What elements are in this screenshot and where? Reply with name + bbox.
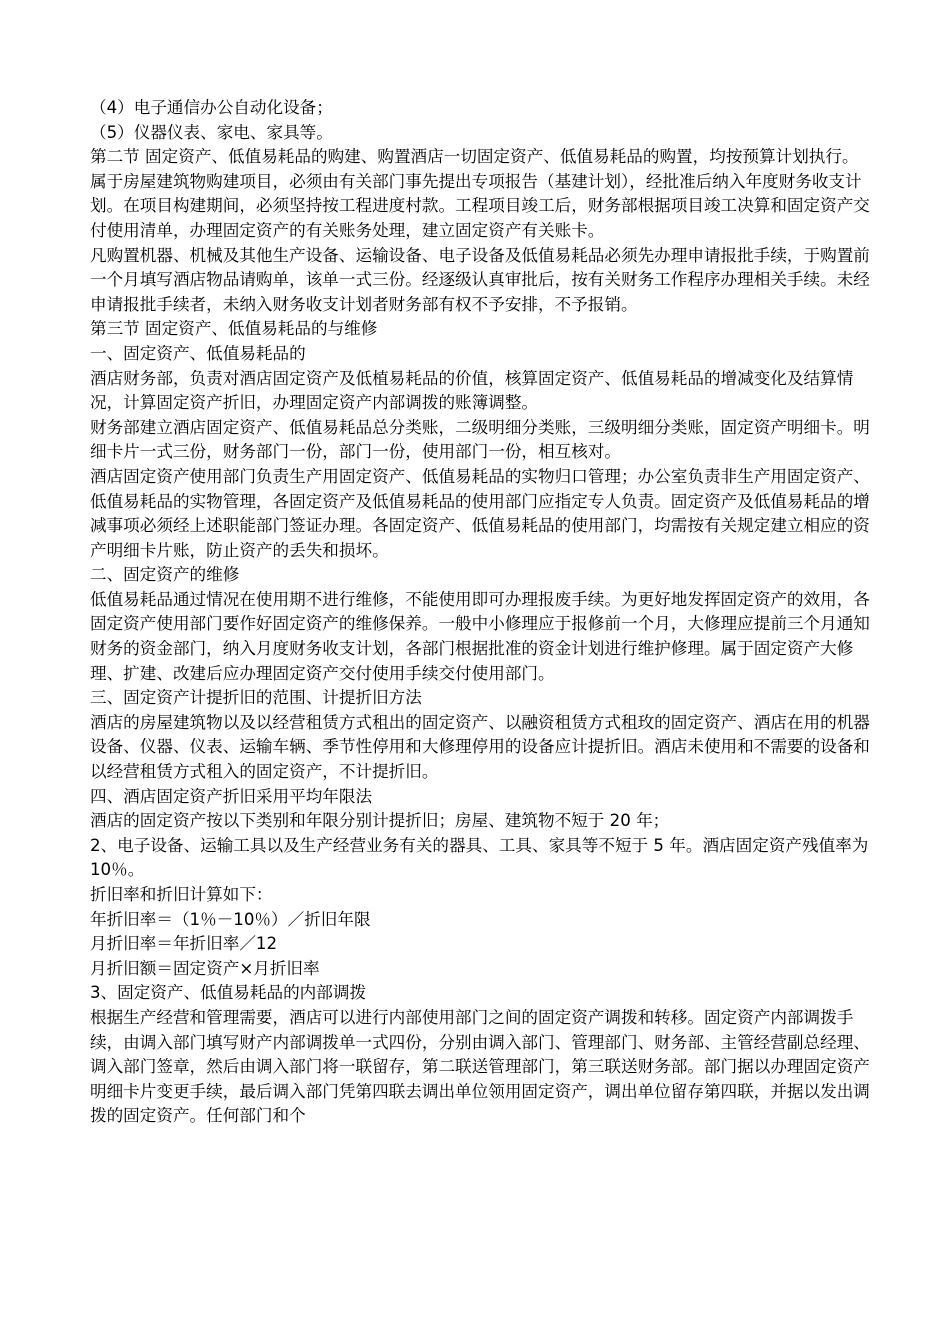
paragraph-internal-transfer: 根据生产经营和管理需要，酒店可以进行内部使用部门之间的固定资产调拨和转移。固定资产内部调拨手续，由调入部门填写财产内部调拨单一式四份，分别由调入部门、管理部门、财务部、主管经营副总经理、调入部门签章，然后由调入部门将一联留存，第二联送管理部门，第三联送财务部。部门据以办理固定资产明细卡片变更手续，最后调入部门凭第四联去调出单位领用固定资产，调出单位留存第四联，并据以发出调拨的固定资产。任何部门和个 bbox=[90, 1007, 870, 1126]
formula-intro: 折旧率和折旧计算如下： bbox=[90, 885, 273, 904]
paragraph-equipment-years: 2、电子设备、运输工具以及生产经营业务有关的器具、工具、家具等不短于 5 年。酒店固定资产残值率为 10％。 bbox=[90, 835, 869, 880]
subheading-3: 三、固定资产计提折旧的范围、计提折旧方法 bbox=[90, 688, 422, 708]
section-heading-3: 第三节 固定资产、低值易耗品的与维修 bbox=[90, 319, 378, 339]
paragraph-purchase-approval: 凡购置机器、机械及其他生产设备、运输设备、电子设备及低值易耗品必须先办理申请报批手续，于购置前一个月填写酒店物品请购单，该单一式三份。经逐级认真审批后，按有关财务工作程序办理相关手续。未经申请报批手续者，未纳入财务收支计划者财务部有权不予安排，不予报销。 bbox=[90, 245, 870, 314]
subheading-1: 一、固定资产、低值易耗品的 bbox=[90, 343, 306, 363]
subheading-4: 四、酒店固定资产折旧采用平均年限法 bbox=[90, 786, 373, 806]
paragraph-building-projects: 属于房屋建筑物购建项目，必须由有关部门事先提出专项报告（基建计划），经批准后纳入年度财务收支计划。在项目构建期间，必须坚持按工程进度村款。工程项目竣工后，财务部根据项目竣工决算和固定资产交付使用清单，办理固定资产的有关账务处理，建立固定资产有关账卡。 bbox=[90, 171, 870, 240]
formula-monthly-rate: 月折旧率＝年折旧率／12 bbox=[90, 934, 278, 954]
formula-annual-rate: 年折旧率＝（1％－10％）／折旧年限 bbox=[90, 909, 371, 929]
paragraph-finance-duties: 酒店财务部，负责对酒店固定资产及低植易耗品的价值，核算固定资产、低值易耗品的增减变化及结算情况，计算固定资产折旧，办理固定资产内部调拨的账簿调整。 bbox=[90, 368, 854, 413]
subheading-2: 二、固定资产的维修 bbox=[90, 565, 240, 585]
paragraph-depreciation-years: 酒店的固定资产按以下类别和年限分别计提折旧；房屋、建筑物不短于 20 年； bbox=[90, 811, 670, 831]
section-heading-2: 第二节 固定资产、低值易耗品的购建、购置酒店一切固定资产、低值易耗品的购置，均按预算计划执行。 bbox=[90, 147, 859, 167]
paragraph-maintenance: 低值易耗品通过情况在使用期不进行维修，不能使用即可办理报废手续。为更好地发挥固定资产的效用，各固定资产使用部门要作好固定资产的维修保养。一般中小修理应于报修前一个月，大修理应提前三个月通知财务的资金部门，纳入月度财务收支计划，各部门根据批准的资金计划进行维护修理。属于固定资产大修理、扩建、改建后应办理固定资产交付使用手续交付使用部门。 bbox=[90, 589, 870, 683]
document-page bbox=[90, 96, 870, 1129]
subheading-internal-transfer: 3、固定资产、低值易耗品的内部调拨 bbox=[90, 983, 367, 1003]
paragraph-department-management: 酒店固定资产使用部门负责生产用固定资产、低值易耗品的实物归口管理；办公室负责非生产用固定资产、低值易耗品的实物管理，各固定资产及低值易耗品的使用部门应指定专人负责。固定资产及低值易耗品的增减事项必须经上述职能部门签证办理。各固定资产、低值易耗品的使用部门，均需按有关规定建立相应的资产明细卡片账，防止资产的丢失和损坏。 bbox=[90, 466, 870, 560]
paragraph-ledgers: 财务部建立酒店固定资产、低值易耗品总分类账，二级明细分类账，三级明细分类账，固定资产明细卡。明细卡片一式三份，财务部门一份，部门一份，使用部门一份，相互核对。 bbox=[90, 417, 870, 462]
formula-monthly-amount: 月折旧额＝固定资产×月折旧率 bbox=[90, 958, 320, 978]
paragraph-depreciation-scope: 酒店的房屋建筑物以及以经营租赁方式租出的固定资产、以融资租赁方式租玫的固定资产、酒店在用的机器设备、仪器、仪表、运输车辆、季节性停用和大修理停用的设备应计提折旧。酒店未使用和不需要的设备和以经营租赁方式租入的固定资产，不计提折旧。 bbox=[90, 712, 870, 782]
list-item-instruments: （5）仪器仪表、家电、家具等。 bbox=[90, 122, 333, 142]
list-item-electronic-equipment: （4）电子通信办公自动化设备； bbox=[90, 98, 333, 117]
